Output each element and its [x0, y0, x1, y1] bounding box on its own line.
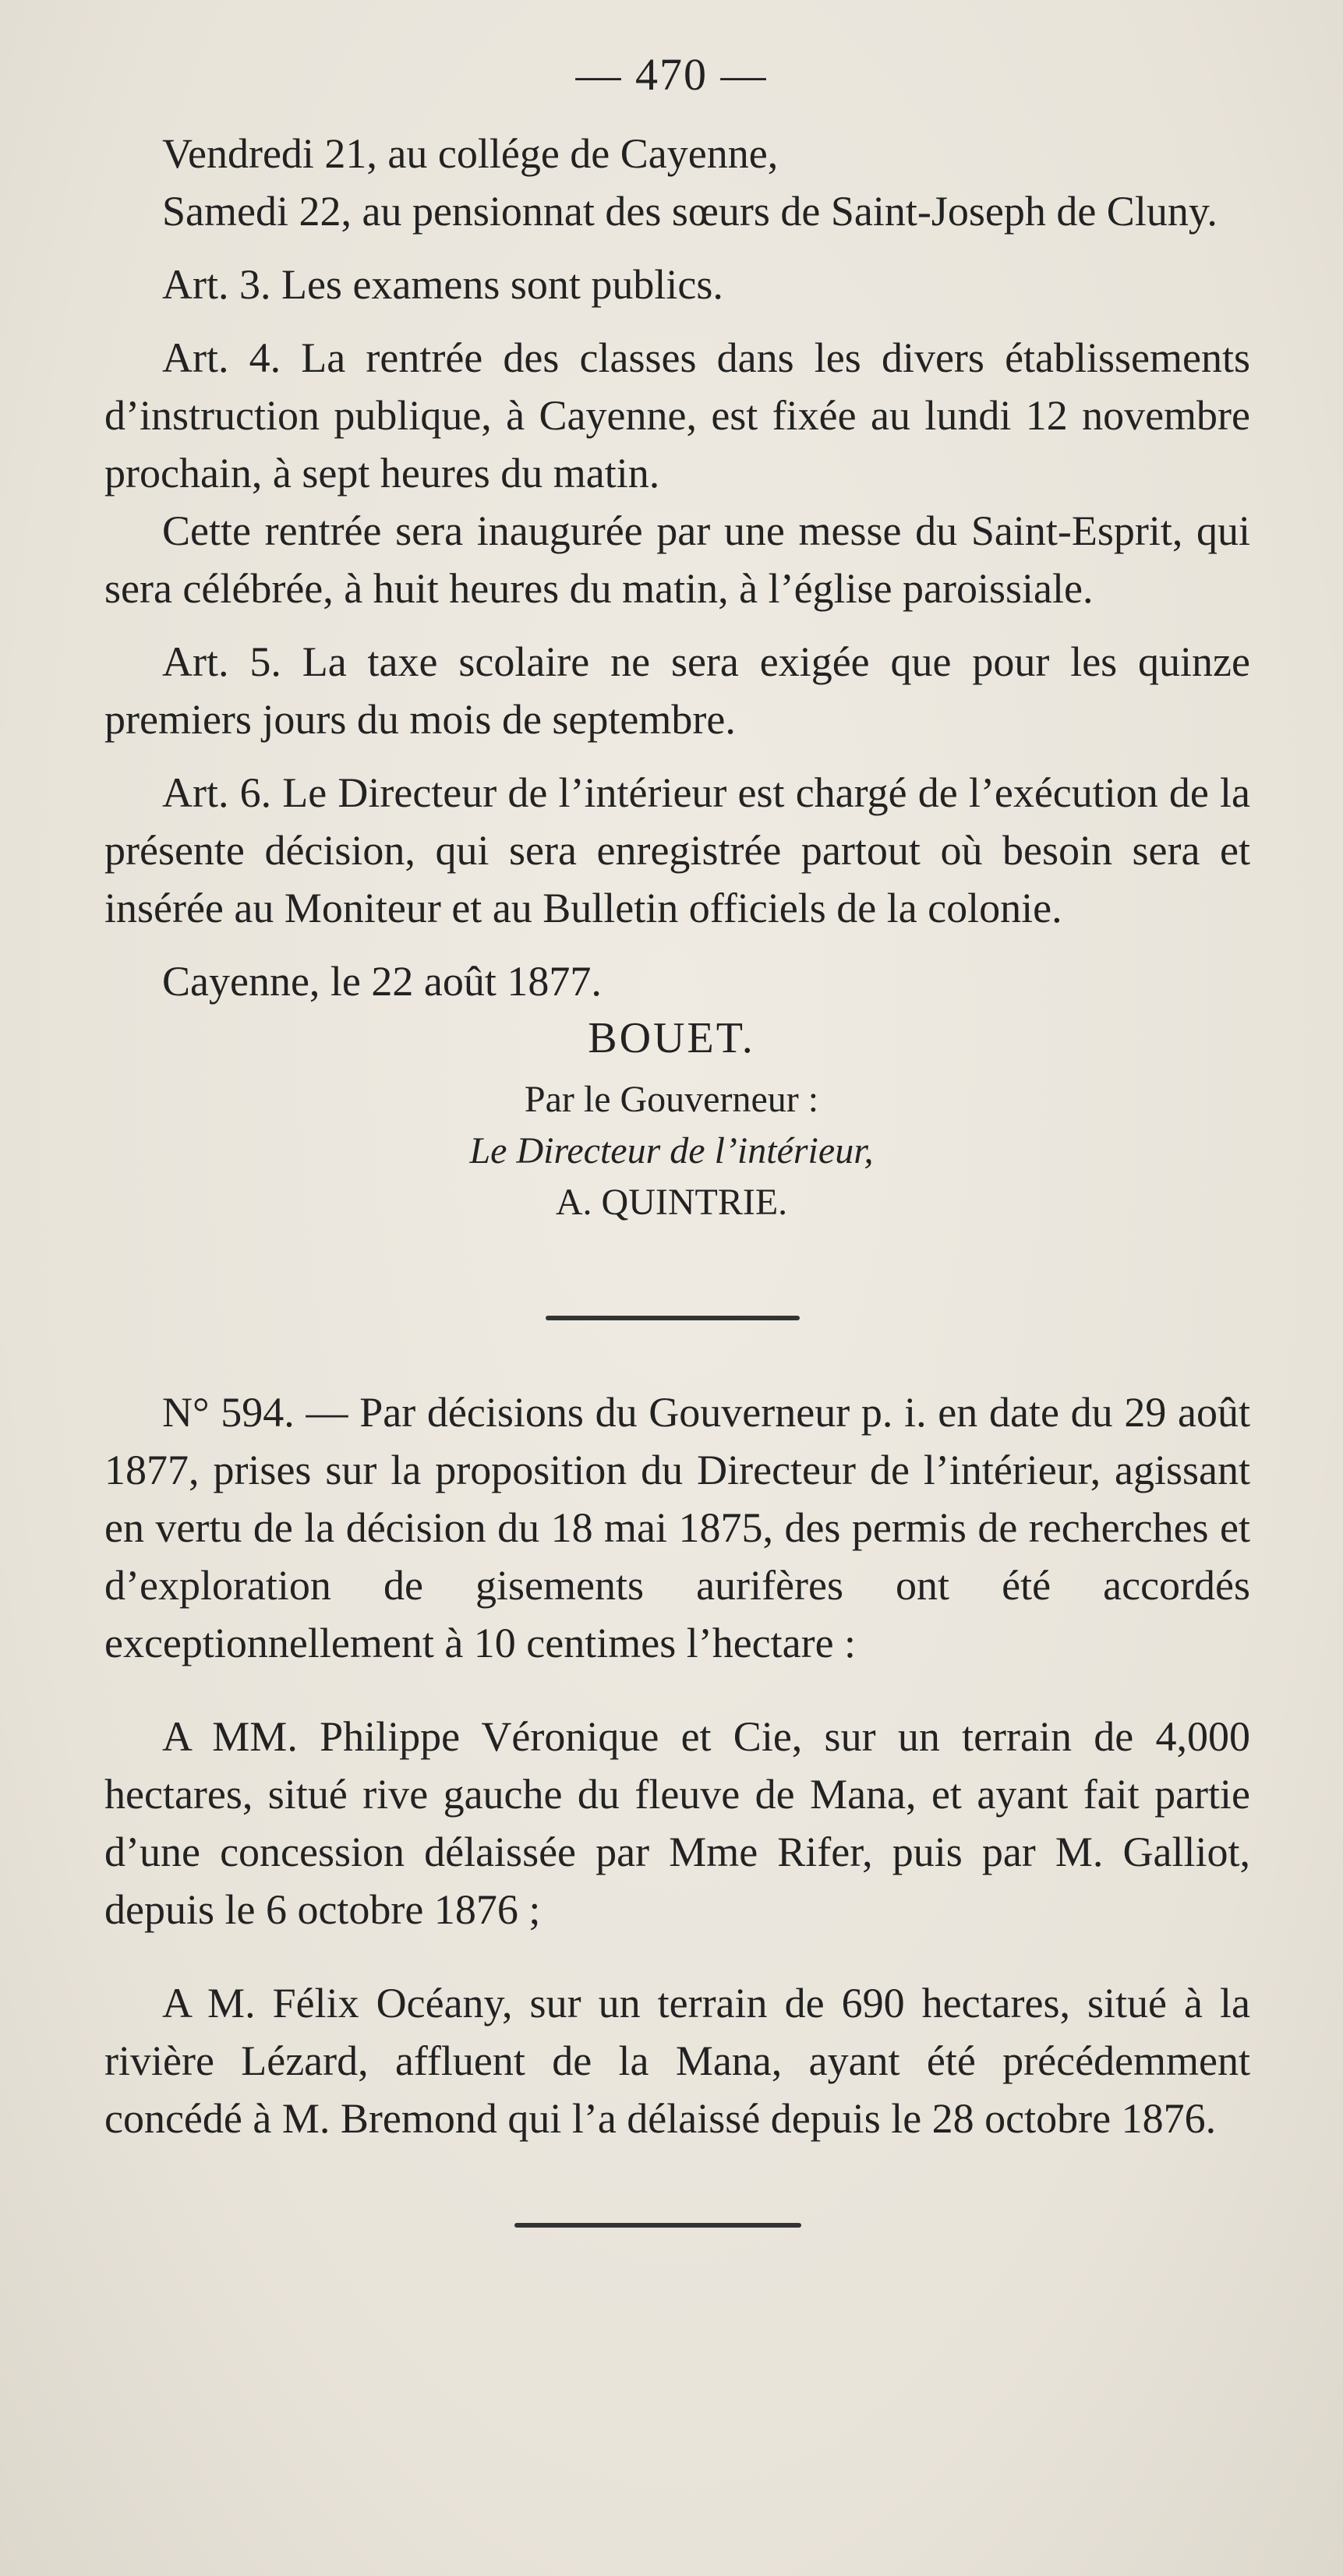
- signature-name: BOUET.: [588, 1014, 755, 1062]
- article-6: Art. 6. Le Directeur de l’intérieur est chargé de l’exécution de la présente décision, qui sera enregistrée partout où besoin sera et insérée au Moniteur et au Bulletin officiels de la colonie.: [104, 769, 1250, 931]
- signature-block: [0, 1013, 1343, 1228]
- schedule-line-saturday: Samedi 22, au pensionnat des sœurs de Saint-Joseph de Cluny.: [162, 188, 1218, 235]
- article-3: Art. 3. Les examens sont publics.: [162, 261, 723, 308]
- permit-grant-2: A M. Félix Océany, sur un terrain de 690 hectares, situé à la rivière Lézard, affluent de la Mana, ayant été précédemment concédé à M. Bremond qui l’a délaissé depuis le 28 octobre 1876.: [104, 1980, 1250, 2142]
- article-4: Art. 4. La rentrée des classes dans les divers établissements d’instruction publique, à Cayenne, est fixée au lundi 12 novembre prochain, à sept heures du matin.: [104, 334, 1250, 496]
- decision-text: [104, 125, 1250, 1010]
- date-line: Cayenne, le 22 août 1877.: [162, 958, 602, 1005]
- section-divider: [546, 1316, 800, 1320]
- end-divider: [514, 2223, 801, 2228]
- article-5: Art. 5. La taxe scolaire ne sera exigée que pour les quinze premiers jours du mois de septembre.: [104, 638, 1250, 743]
- signature-by: Par le Gouverneur :: [524, 1079, 819, 1120]
- page-number: — 470 —: [575, 49, 768, 100]
- signature-signer: A. QUINTRIE.: [555, 1182, 788, 1223]
- mining-permits-text: [104, 1383, 1250, 2147]
- decision-594-intro: N° 594. — Par décisions du Gouverneur p. i. en date du 29 août 1877, prises sur la proposition du Directeur de l’intérieur, agissant en vertu de la décision du 18 mai 1875, des permis de recherches et d’exploration de gisements aurifères ont été accordés exceptionnellement à 10 centimes l’hectare :: [104, 1389, 1250, 1666]
- permit-grant-1: A MM. Philippe Véronique et Cie, sur un terrain de 4,000 hectares, situé rive gauche du fleuve de Mana, et ayant fait partie d’une concession délaissée par Mme Rifer, puis par M. Galliot, depuis le 6 octobre 1876 ;: [104, 1713, 1250, 1933]
- inauguration-paragraph: Cette rentrée sera inaugurée par une messe du Saint-Esprit, qui sera célébrée, à huit heures du matin, à l’église paroissiale.: [104, 507, 1250, 612]
- signature-title: Le Directeur de l’intérieur,: [469, 1130, 874, 1171]
- schedule-line-friday: Vendredi 21, au collége de Cayenne,: [162, 130, 779, 177]
